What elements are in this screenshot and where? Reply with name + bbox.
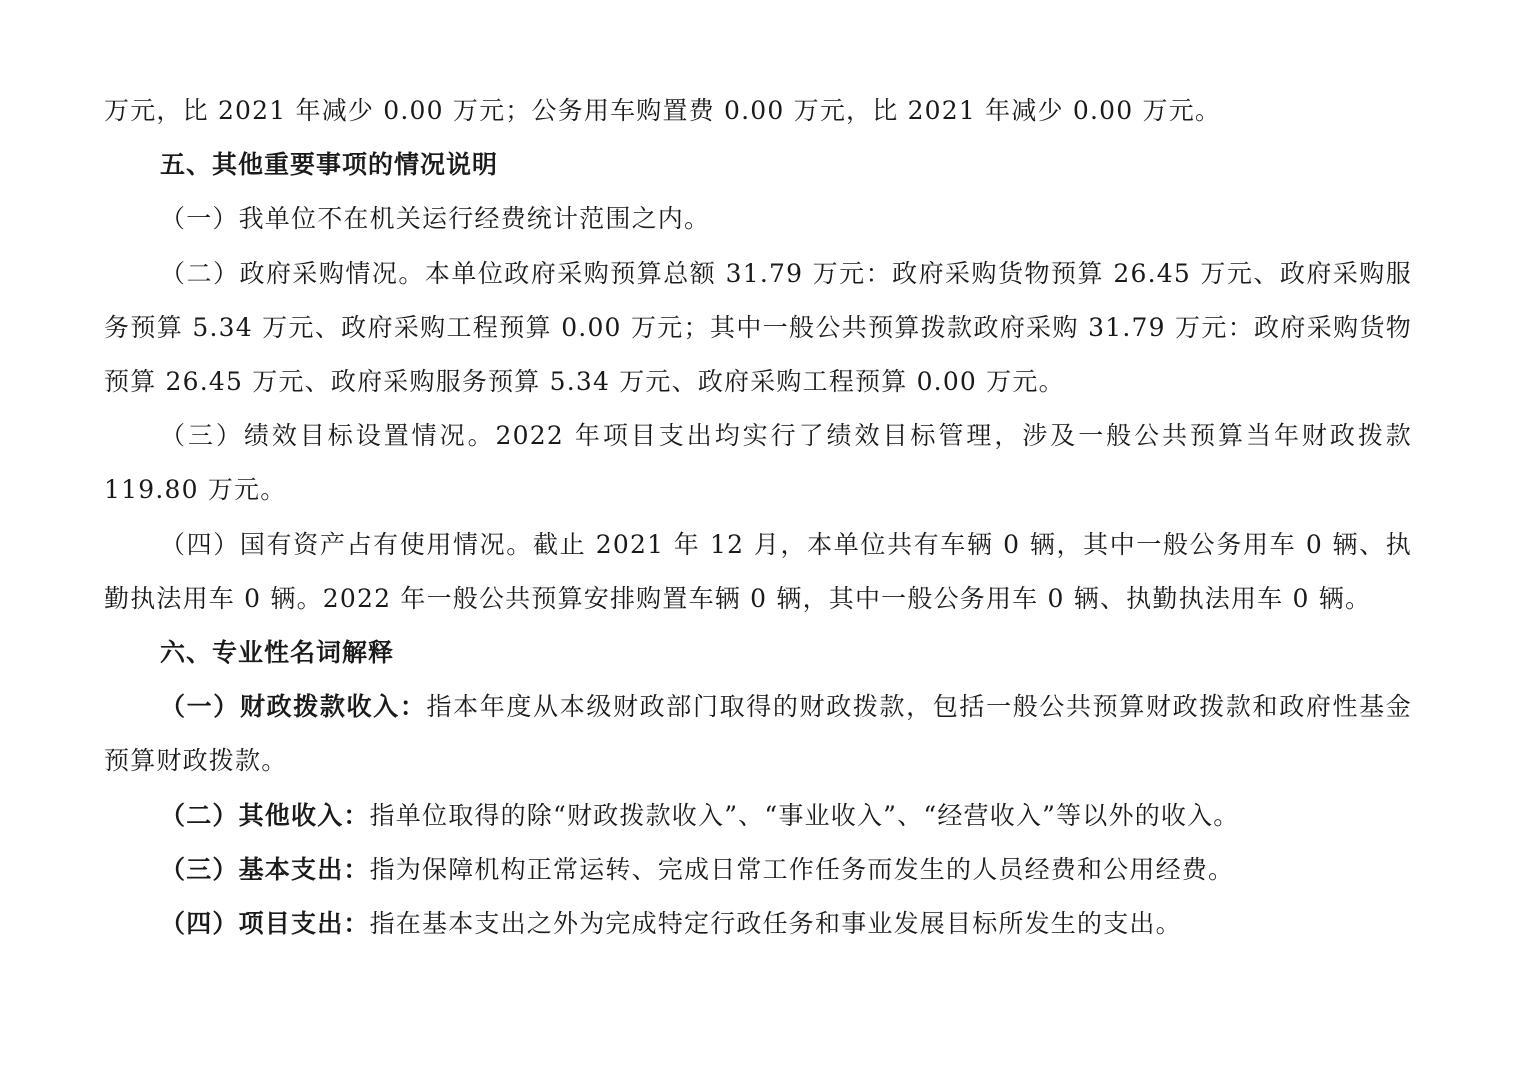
glossary-item-basic-expenditure: [104, 843, 1412, 897]
paragraph-government-procurement: （二）政府采购情况。本单位政府采购预算总额 31.79 万元：政府采购货物预算 26.45 万元、政府采购服务预算 5.34 万元、政府采购工程预算 0.00 万元；其中一般公共预算拨款政府采购 31.79 万元：政府采购货物预算 26.45 万元、政府采购服务预算 5.34 万元、政府采购工程预算 0.00 万元。: [104, 258, 1412, 397]
glossary-definition: 指本年度从本级财政部门取得的财政拨款，包括一般公共预算财政拨款和政府性基金预算财政拨款。: [104, 692, 1412, 776]
glossary-definition: 指为保障机构正常运转、完成日常工作任务而发生的人员经费和公用经费。: [369, 854, 1235, 884]
glossary-definition: 指在基本支出之外为完成特定行政任务和事业发展目标所发生的支出。: [369, 909, 1182, 939]
paragraph-operating-funds: （一）我单位不在机关运行经费统计范围之内。: [160, 204, 711, 234]
section-heading-other-matters: 五、其他重要事项的情况说明: [160, 150, 499, 180]
paragraph-performance-targets: （三）绩效目标设置情况。2022 年项目支出均实行了绩效目标管理，涉及一般公共预算当年财政拨款 119.80 万元。: [104, 421, 1412, 505]
document-page: [104, 84, 1412, 951]
glossary-definition: 指单位取得的除“财政拨款收入”、“事业收入”、“经营收入”等以外的收入。: [369, 800, 1240, 830]
glossary-item-fiscal-appropriation: [104, 680, 1412, 788]
glossary-item-project-expenditure: [104, 897, 1412, 951]
glossary-item-other-income: [104, 789, 1412, 843]
glossary-term: （三）基本支出：: [160, 854, 370, 884]
paragraph-continuation: 万元，比 2021 年减少 0.00 万元；公务用车购置费 0.00 万元，比 2021 年减少 0.00 万元。: [104, 96, 1222, 125]
section-heading-glossary: 六、专业性名词解释: [160, 638, 395, 668]
glossary-term: （四）项目支出：: [160, 909, 370, 939]
glossary-term: （二）其他收入：: [160, 800, 370, 830]
paragraph-state-assets: （四）国有资产占有使用情况。截止 2021 年 12 月，本单位共有车辆 0 辆，其中一般公务用车 0 辆、执勤执法用车 0 辆。2022 年一般公共预算安排购置车辆 0 辆，其中一般公务用车 0 辆、执勤执法用车 0 辆。: [104, 529, 1412, 613]
glossary-term: （一）财政拨款收入：: [160, 692, 427, 722]
